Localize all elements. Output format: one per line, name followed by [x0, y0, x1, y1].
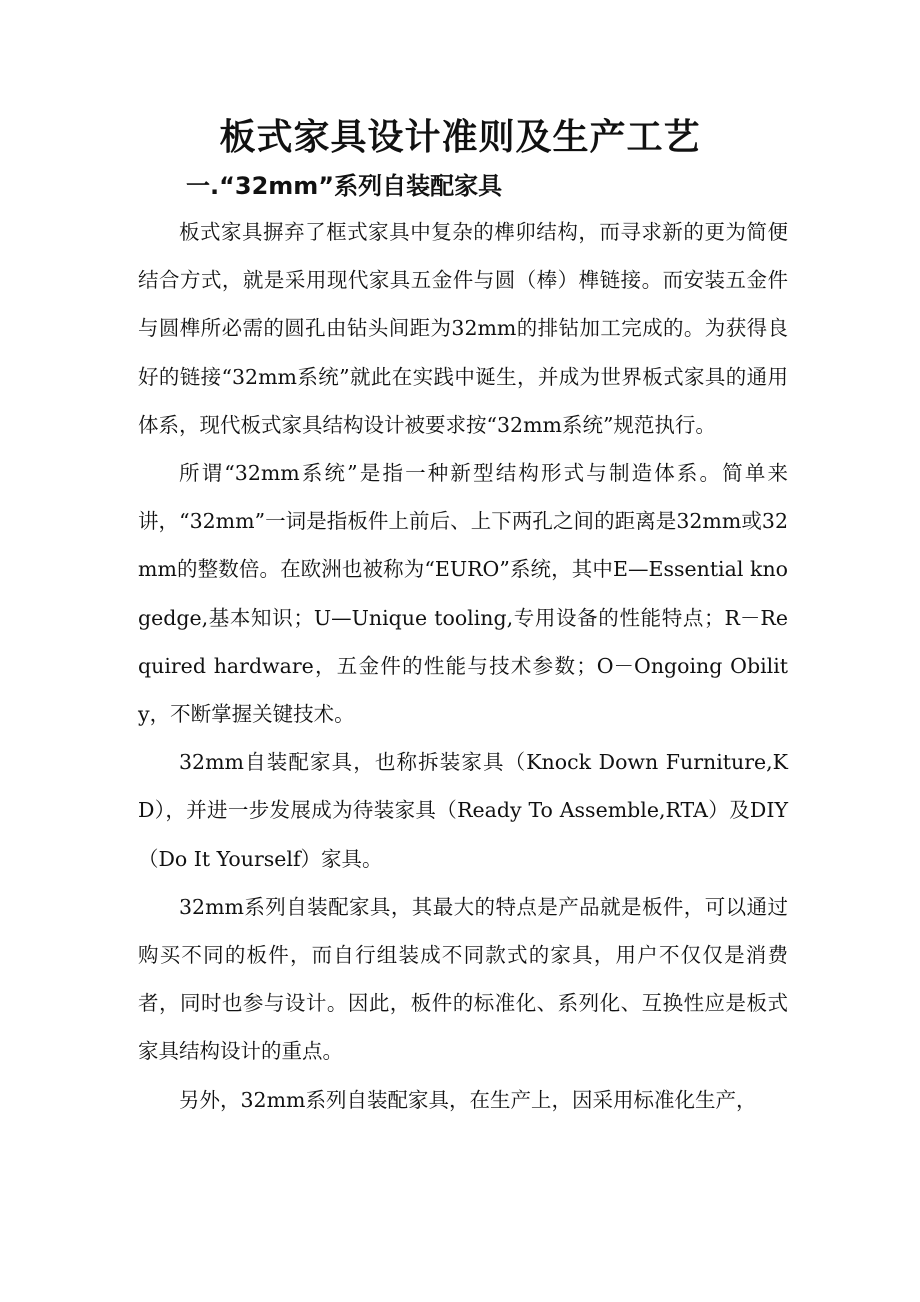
paragraph-3: 32mm自装配家具，也称拆装家具（Knock Down Furniture,KD），并进一步发展成为待装家具（Ready To Assemble,RTA）及DIY（Do It Yourself）家具。 — [138, 750, 788, 871]
paragraph-1: 板式家具摒弃了框式家具中复杂的榫卯结构，而寻求新的更为简便结合方式，就是采用现代家具五金件与圆（棒）榫链接。而安装五金件与圆榫所必需的圆孔由钻头间距为32mm的排钻加工完成的。为获得良好的链接“32mm系统”就此在实践中诞生，并成为世界板式家具的通用体系，现代板式家具结构设计被要求按“32mm系统”规范执行。 — [138, 220, 788, 437]
document-title: 板式家具设计准则及生产工艺 — [219, 116, 701, 158]
body-text — [138, 208, 788, 1124]
paragraph-2: 所谓“32mm系统”是指一种新型结构形式与制造体系。简单来讲，“32mm”一词是指板件上前后、上下两孔之间的距离是32mm或32mm的整数倍。在欧洲也被称为“EURO”系统，其中E—Essential knogedge,基本知识；U—Unique tooling,专用设备的性能特点；R－Required hardware，五金件的性能与技术参数；O－Ongoing Obility，不断掌握关键技术。 — [138, 461, 788, 727]
paragraph-4: 32mm系列自装配家具，其最大的特点是产品就是板件，可以通过购买不同的板件，而自行组装成不同款式的家具，用户不仅仅是消费者，同时也参与设计。因此，板件的标准化、系列化、互换性应是板式家具结构设计的重点。 — [138, 894, 788, 1064]
section-heading: 一.“32mm”系列自装配家具 — [186, 172, 503, 200]
paragraph-5: 另外，32mm系列自装配家具，在生产上，因采用标准化生产， — [179, 1087, 757, 1112]
